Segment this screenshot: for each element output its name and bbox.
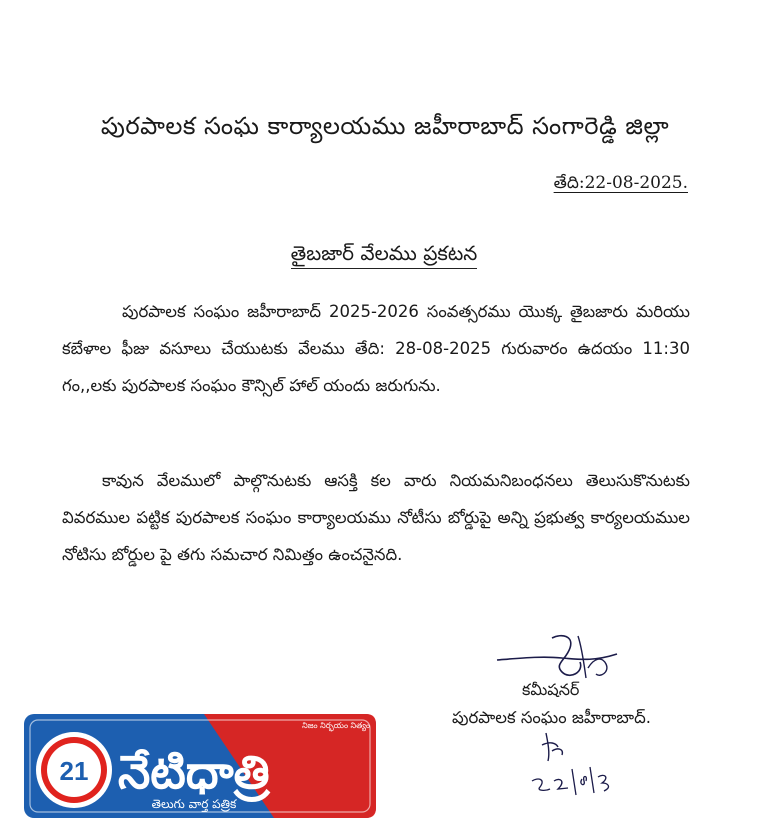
signatory-title: కమీషనర్ xyxy=(522,680,580,699)
notice-paragraph-2: కావున వేలములో పాల్గొనుటకు ఆసక్తి కల వారు నియమనిబంధనలు తెలుసుకొనుటకు వివరముల పట్టిక పురపాలక సంఘం కార్యాలయము నోటీసు బోర్డుపై అన్ని ప్రభుత్వ కార్యలయముల నోటిసు బోర్డుల పై తగు సమచార నిమిత్తం ఉంచనైనది. xyxy=(62,471,690,564)
office-heading: పురపాలక సంఘ కార్యాలయము జహీరాబాద్ సంగారెడ్డి జిల్లా xyxy=(100,112,670,140)
logo-tagline: తెలుగు వార్త పత్రిక xyxy=(151,797,237,811)
netidhatri-logo xyxy=(24,714,376,818)
logo-badge-number: 21 xyxy=(59,756,89,786)
notice-title-text: తైబజార్ వేలము ప్రకటన xyxy=(291,241,478,269)
initials-and-date xyxy=(528,725,618,810)
signatory-office: పురపాలక సంఘం జహీరాబాద్. xyxy=(452,708,651,727)
logo-tagline-top: నిజం నిర్భయం నిత్యం xyxy=(302,721,370,730)
notice-title xyxy=(0,241,768,270)
notice-paragraph-1: పురపాలక సంఘం జహీరాబాద్ 2025-2026 సంవత్సరము యొక్క తైబజారు మరియు కబేళాల ఫీజు వసూలు చేయుటకు వేలము తేది: 28-08-2025 గురువారం ఉదయం 11:30 గం,,లకు పురపాలక సంఘం కౌన్సిల్ హాల్ యందు జరుగును. xyxy=(62,302,690,395)
logo-name: నేటిధాత్రి xyxy=(118,745,270,799)
notice-date: తేది:22-08-2025. xyxy=(553,173,688,193)
